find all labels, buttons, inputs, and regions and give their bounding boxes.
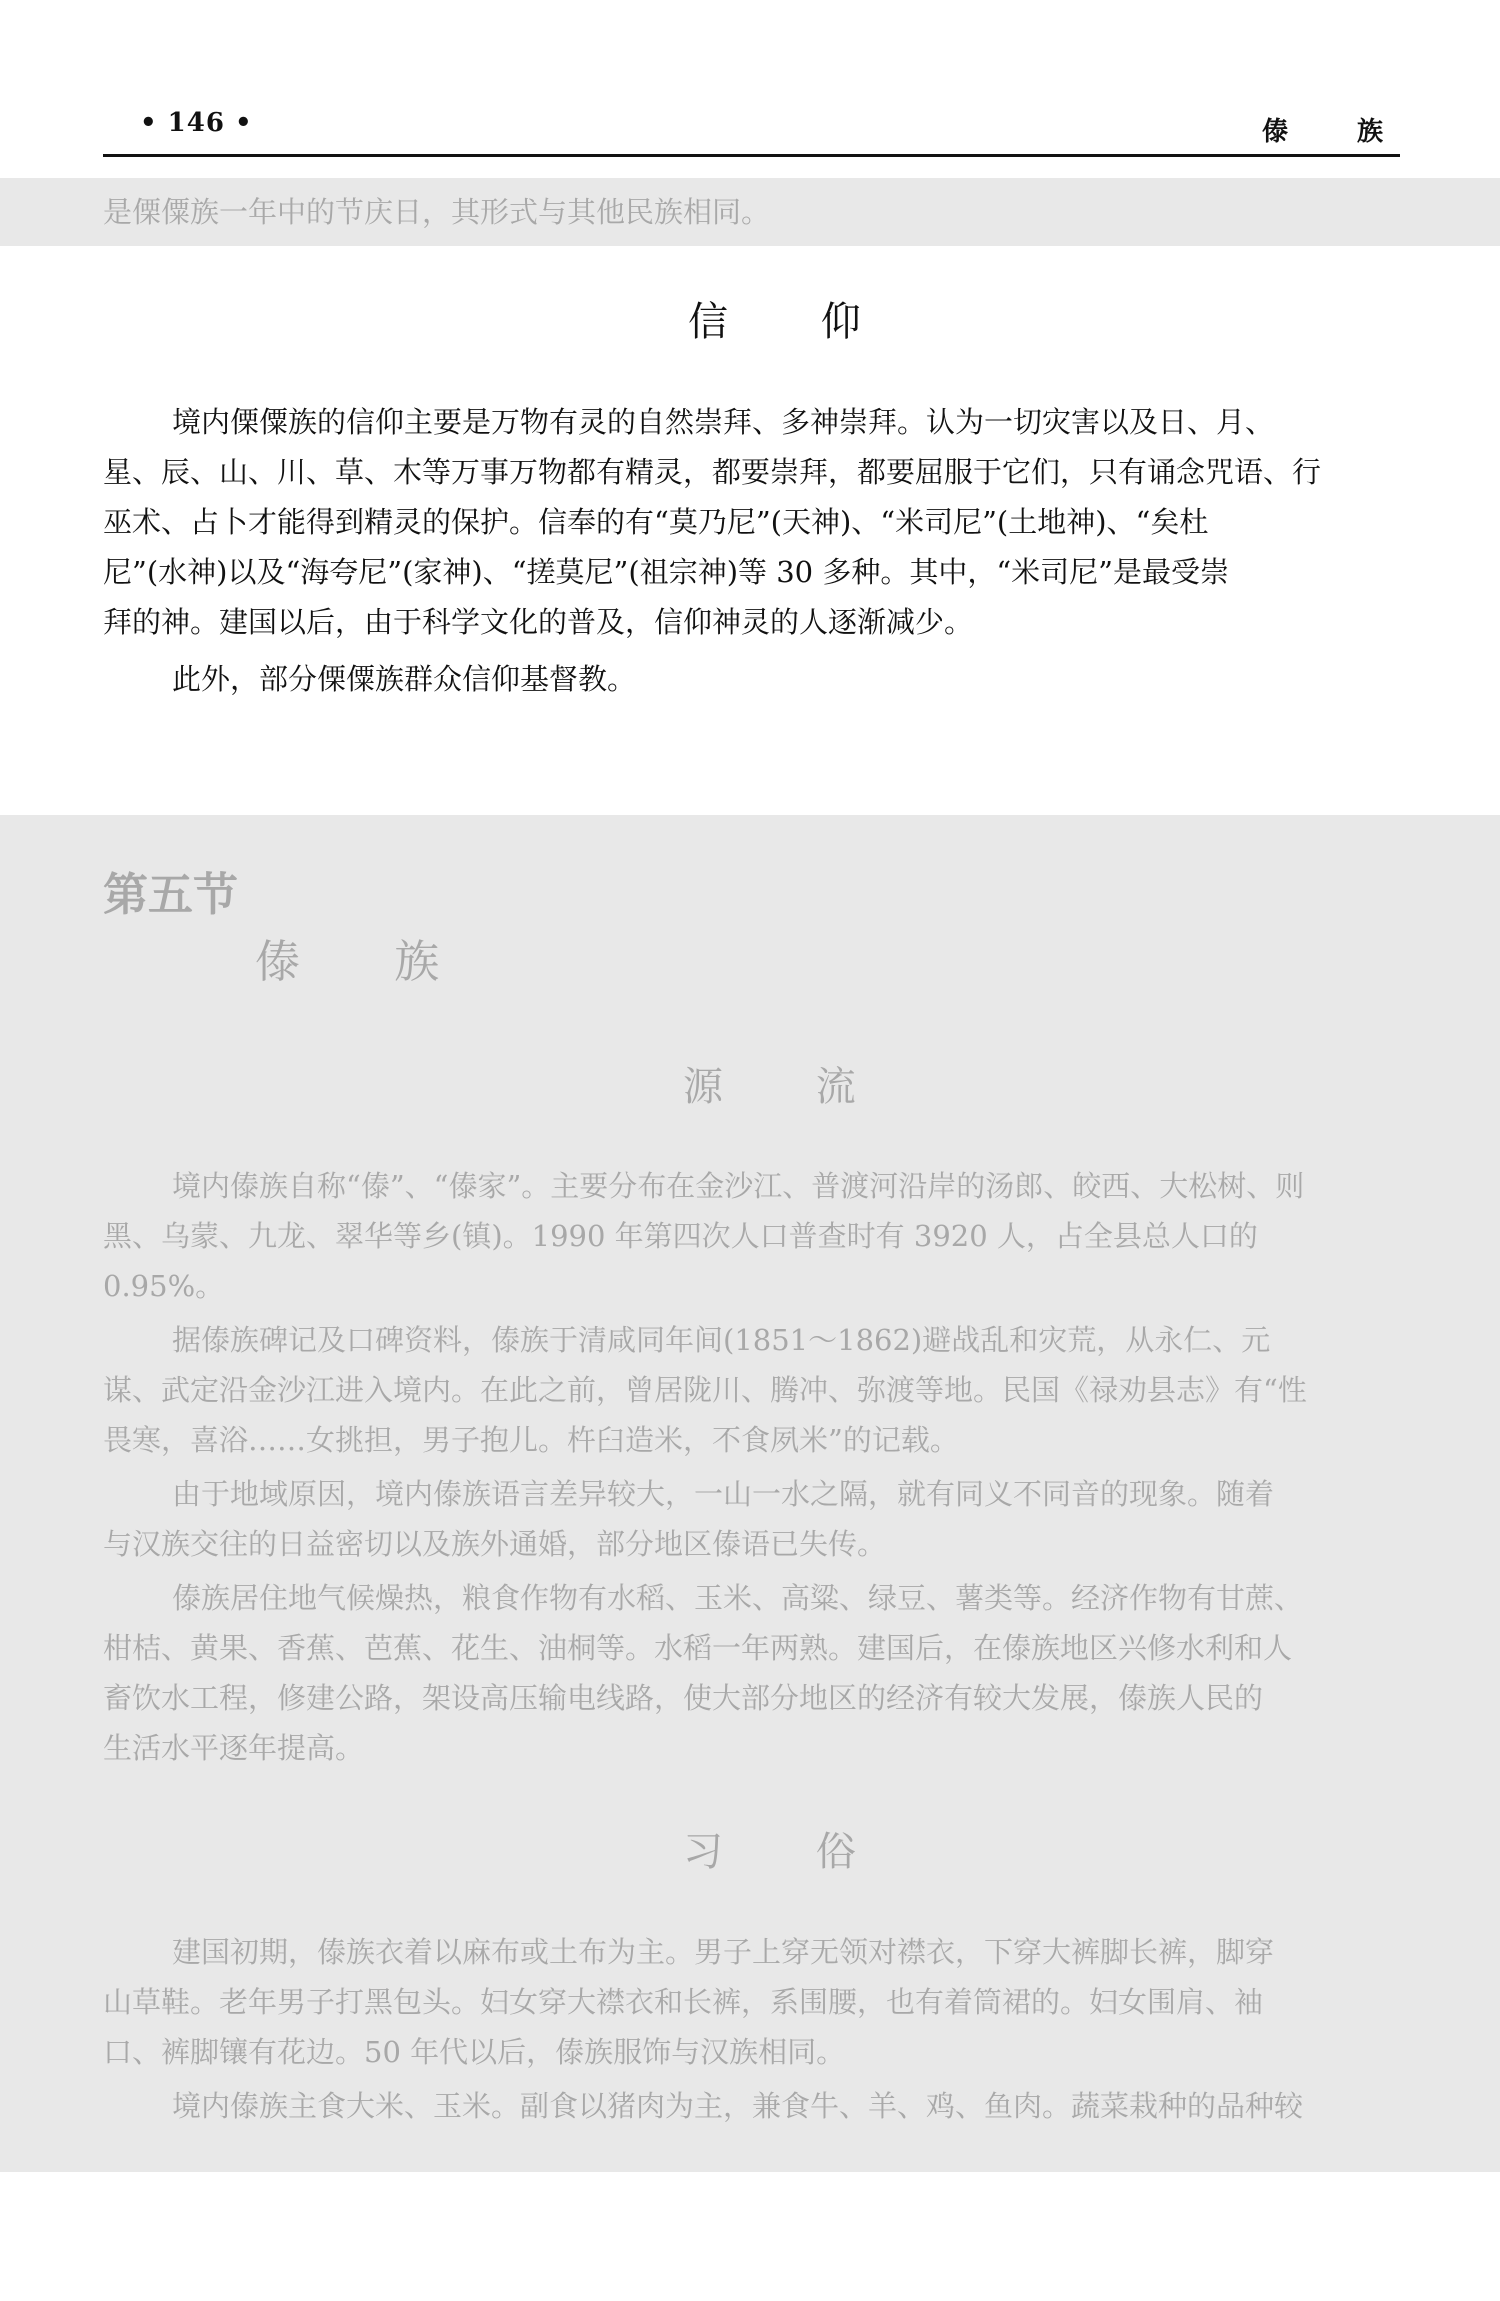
custom-section-title: 习 俗 — [683, 1829, 896, 1875]
origin-line-9: 傣族居住地气候燥热，粮食作物有水稻、玉米、高粱、绿豆、薯类等。经济作物有甘蔗、 — [172, 1581, 1304, 1615]
belief-line-5: 拜的神。建国以后，由于科学文化的普及，信仰神灵的人逐渐减少。 — [103, 605, 974, 639]
belief-section-title: 信 仰 — [688, 299, 901, 345]
page-number: • 146 • — [140, 108, 253, 138]
origin-line-8: 与汉族交往的日益密切以及族外通婚，部分地区傣语已失传。 — [103, 1527, 887, 1561]
origin-line-10: 柑桔、黄果、香蕉、芭蕉、花生、油桐等。水稻一年两熟。建国后，在傣族地区兴修水利和人 — [103, 1631, 1293, 1665]
belief-line-6: 此外，部分傈僳族群众信仰基督教。 — [172, 662, 637, 696]
origin-line-3: 0.95%。 — [103, 1269, 225, 1303]
origin-line-1: 境内傣族自称“傣”、“傣家”。主要分布在金沙江、普渡河沿岸的汤郎、皎西、大松树、则 — [172, 1169, 1305, 1203]
origin-line-11: 畜饮水工程，修建公路，架设高压输电线路，使大部分地区的经济有较大发展，傣族人民的 — [103, 1681, 1264, 1715]
header-rule — [103, 154, 1400, 157]
custom-line-1: 建国初期，傣族衣着以麻布或土布为主。男子上穿无领对襟衣，下穿大裤脚长裤，脚穿 — [172, 1935, 1275, 1969]
origin-line-4: 据傣族碑记及口碑资料，傣族于清咸同年间(1851～1862)避战乱和灾荒，从永仁、元 — [172, 1323, 1271, 1357]
belief-line-3: 巫术、占卜才能得到精灵的保护。信奉的有“莫乃尼”(天神)、“米司尼”(土地神)、“矣杜 — [103, 505, 1209, 539]
belief-line-4: 尼”(水神)以及“海夸尼”(家神)、“搓莫尼”(祖宗神)等 30 多种。其中，“米司尼”是最受崇 — [103, 555, 1230, 589]
origin-line-2: 黑、乌蒙、九龙、翠华等乡(镇)。1990 年第四次人口普查时有 3920 人，占全县总人口的 — [103, 1219, 1258, 1253]
origin-section-title: 源 流 — [683, 1064, 896, 1110]
custom-line-3: 口、裤脚镶有花边。50 年代以后，傣族服饰与汉族相同。 — [103, 2035, 846, 2069]
top-fragment: 是傈僳族一年中的节庆日，其形式与其他民族相同。 — [103, 195, 771, 229]
custom-line-2: 山草鞋。老年男子打黑包头。妇女穿大襟衣和长裤，系围腰，也有着筒裙的。妇女围肩、袖 — [103, 1985, 1264, 2019]
custom-line-4: 境内傣族主食大米、玉米。副食以猪肉为主，兼食牛、羊、鸡、鱼肉。蔬菜栽种的品种较 — [172, 2089, 1304, 2123]
chapter-name: 傣 族 — [255, 935, 480, 988]
origin-line-5: 谋、武定沿金沙江进入境内。在此之前，曾居陇川、腾冲、弥渡等地。民国《禄劝县志》有“性 — [103, 1373, 1307, 1407]
origin-line-12: 生活水平逐年提高。 — [103, 1731, 365, 1765]
belief-line-2: 星、辰、山、川、草、木等万事万物都有精灵，都要崇拜，都要屈服于它们，只有诵念咒语、行 — [103, 455, 1322, 489]
running-title: 傣 族 — [1262, 117, 1414, 147]
origin-line-6: 畏寒，喜浴……女挑担，男子抱儿。杵臼造米，不食夙米”的记载。 — [103, 1423, 959, 1457]
origin-line-7: 由于地域原因，境内傣族语言差异较大，一山一水之隔，就有同义不同音的现象。随着 — [172, 1477, 1275, 1511]
belief-line-1: 境内傈僳族的信仰主要是万物有灵的自然崇拜、多神崇拜。认为一切灾害以及日、月、 — [172, 405, 1275, 439]
chapter-label: 第五节 — [103, 868, 239, 921]
